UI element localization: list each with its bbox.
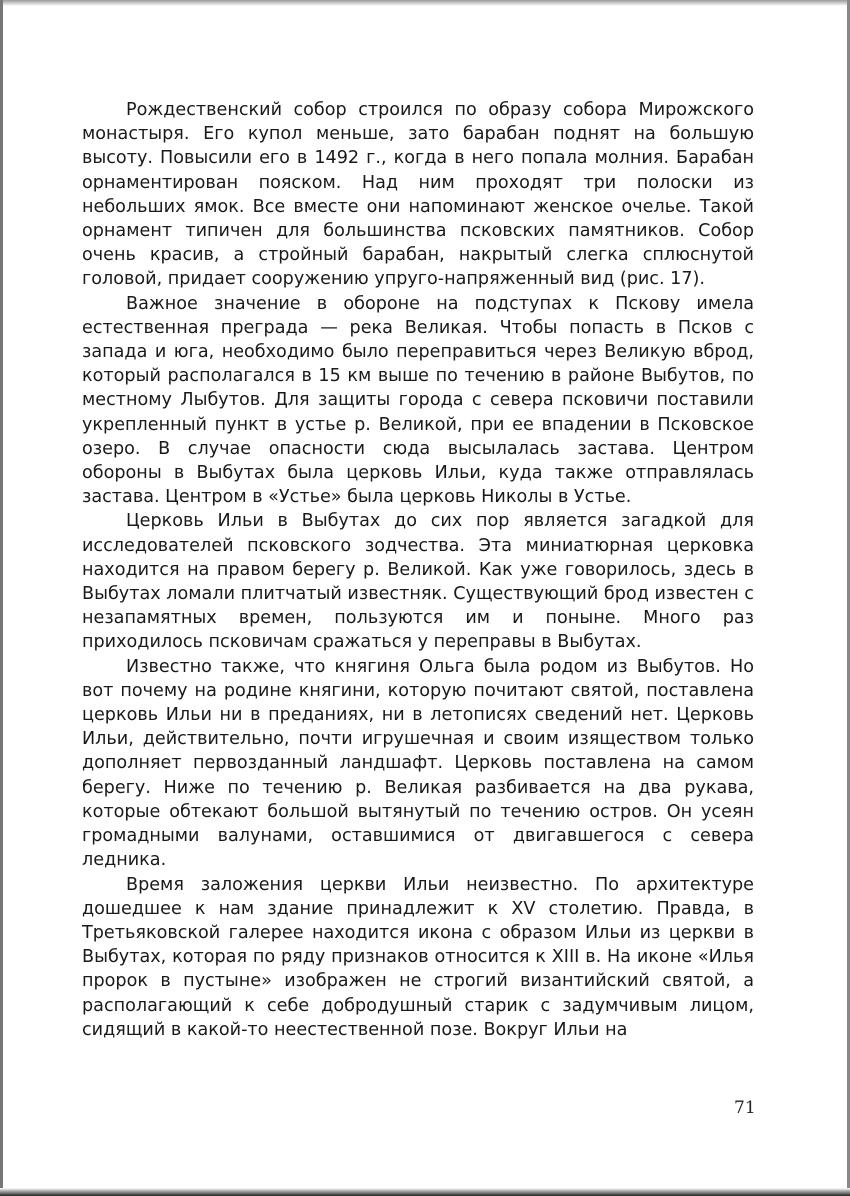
paragraph-4: Известно также, что княгиня Ольга была родом из Выбутов. Но вот почему на родине княгини, которую почитают святой, поставлена церковь Ильи ни в преданиях, ни в летописях сведений нет. Церковь Ильи, действительно, почти игрушечная и своим изяществом только дополняет первозданный ландшафт. Церковь поставлена на самом берегу. Ниже по течению р. Великая разбивается на два рукава, которые обтекают большой вытянутый по течению остров. Он усеян громадными валунами, оставшимися от двигавшегося с севера ледника. [82, 656, 754, 871]
paragraph-3: Церковь Ильи в Выбутах до сих пор является загадкой для исследователей псковского зодчества. Эта миниатюрная церковка находится на правом берегу р. Великой. Как уже говорилось, здесь в Выбутах ломали плитчатый известняк. Существующий брод известен с незапамятных времен, пользуются им и поныне. Много раз приходилось псковичам сражаться у переправы в Выбутах. [82, 511, 754, 653]
paragraph-5: Время заложения церкви Ильи неизвестно. По архитектуре дошедшее к нам здание принадлежит к XV столетию. Правда, в Третьяковской галерее находится икона с образом Ильи из церкви в Выбутах, которая по ряду признаков относится к XIII в. На иконе «Илья пророк в пустыне» изображен не строгий византийский святой, а располагающий к себе добродушный старик с задумчивым лицом, сидящий в какой-то неестественной позе. Вокруг Ильи на [82, 874, 754, 1040]
paragraph-2: Важное значение в обороне на подступах к Пскову имела естественная преграда — река Великая. Чтобы попасть в Псков с запада и юга, необходимо было переправиться через Великую вброд, который располагался в 15 км выше по течению в районе Выбутов, по местному Лыбутов. Для защиты города с севера псковичи поставили укрепленный пункт в устье р. Великой, при ее впадении в Псковское озеро. В случае опасности сюда высылалась застава. Центром обороны в Выбутах была церковь Ильи, куда также отправлялась застава. Центром в «Устье» была церковь Николы в Устье. [82, 293, 754, 508]
paragraph-1: Рождественский собор строился по образу собора Мирожского монастыря. Его купол меньше, зато барабан поднят на большую высоту. Повысили его в 1492 г., когда в него попала молния. Барабан орнаментирован пояском. Над ним проходят три полоски из небольших ямок. Все вместе они напоминают женское очелье. Такой орнамент типичен для большинства псковских памятников. Собор очень красив, а стройный барабан, накрытый слегка сплюснутой головой, придает сооружению упруго-напряженный вид (рис. 17). [82, 100, 754, 290]
scan-bottom-edge [0, 1188, 850, 1196]
scan-top-edge [0, 0, 850, 6]
page-number: 71 [734, 1098, 756, 1118]
scan-left-edge [0, 0, 3, 1196]
page-body-text [82, 98, 754, 1042]
